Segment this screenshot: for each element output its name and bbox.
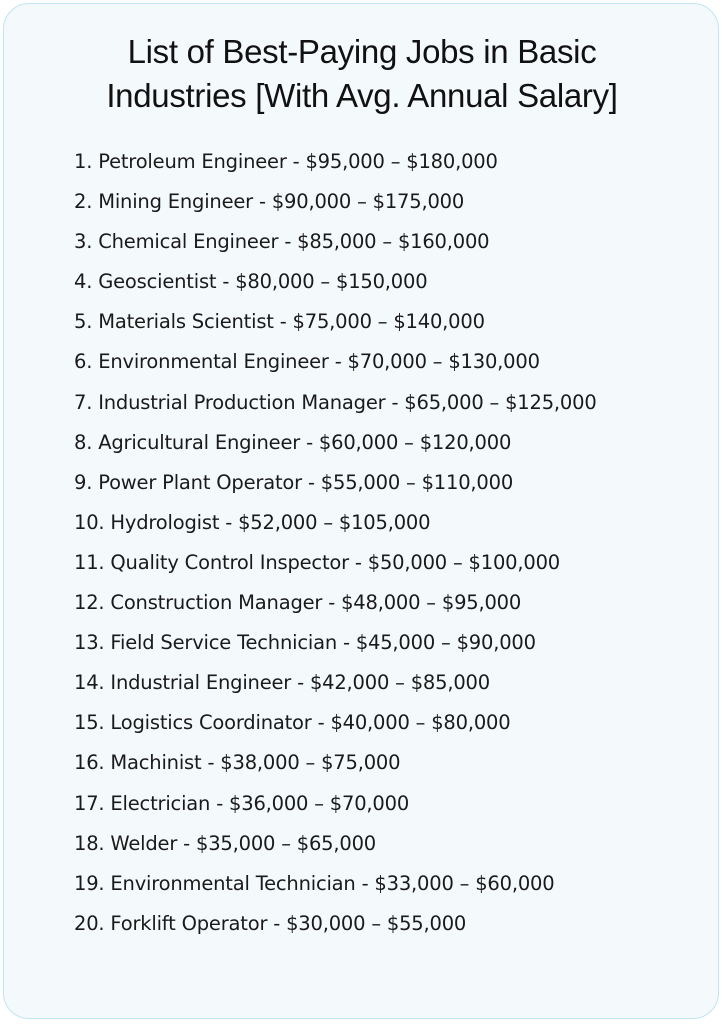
list-item: 13. Field Service Technician - $45,000 – $90,000 bbox=[74, 631, 536, 655]
list-item: 5. Materials Scientist - $75,000 – $140,000 bbox=[74, 310, 485, 334]
title-line-2: Industries [With Avg. Annual Salary] bbox=[106, 77, 618, 114]
list-item: 7. Industrial Production Manager - $65,000 – $125,000 bbox=[74, 390, 597, 414]
title-line-1: List of Best-Paying Jobs in Basic bbox=[127, 33, 597, 70]
list-item: 8. Agricultural Engineer - $60,000 – $120,000 bbox=[74, 430, 512, 454]
list-item: 2. Mining Engineer - $90,000 – $175,000 bbox=[74, 190, 465, 214]
list-item: 12. Construction Manager - $48,000 – $95,000 bbox=[74, 591, 522, 615]
list-item: 16. Machinist - $38,000 – $75,000 bbox=[74, 751, 401, 775]
list-item: 4. Geoscientist - $80,000 – $150,000 bbox=[74, 270, 428, 294]
list-item: 14. Industrial Engineer - $42,000 – $85,000 bbox=[74, 671, 490, 695]
list-item: 9. Power Plant Operator - $55,000 – $110,000 bbox=[74, 470, 514, 494]
list-item: 10. Hydrologist - $52,000 – $105,000 bbox=[74, 510, 431, 534]
list-item: 18. Welder - $35,000 – $65,000 bbox=[74, 831, 377, 855]
job-list bbox=[74, 142, 597, 944]
list-item: 15. Logistics Coordinator - $40,000 – $80,000 bbox=[74, 711, 511, 735]
content-card bbox=[3, 3, 719, 1019]
list-item: 11. Quality Control Inspector - $50,000 – $100,000 bbox=[74, 550, 560, 574]
list-item: 3. Chemical Engineer - $85,000 – $160,000 bbox=[74, 230, 490, 254]
list-item: 19. Environmental Technician - $33,000 – $60,000 bbox=[74, 871, 555, 895]
list-item: 20. Forklift Operator - $30,000 – $55,000 bbox=[74, 911, 467, 935]
page-title bbox=[4, 30, 720, 118]
list-item: 6. Environmental Engineer - $70,000 – $130,000 bbox=[74, 350, 540, 374]
list-item: 17. Electrician - $36,000 – $70,000 bbox=[74, 791, 410, 815]
list-item: 1. Petroleum Engineer - $95,000 – $180,000 bbox=[74, 150, 498, 173]
